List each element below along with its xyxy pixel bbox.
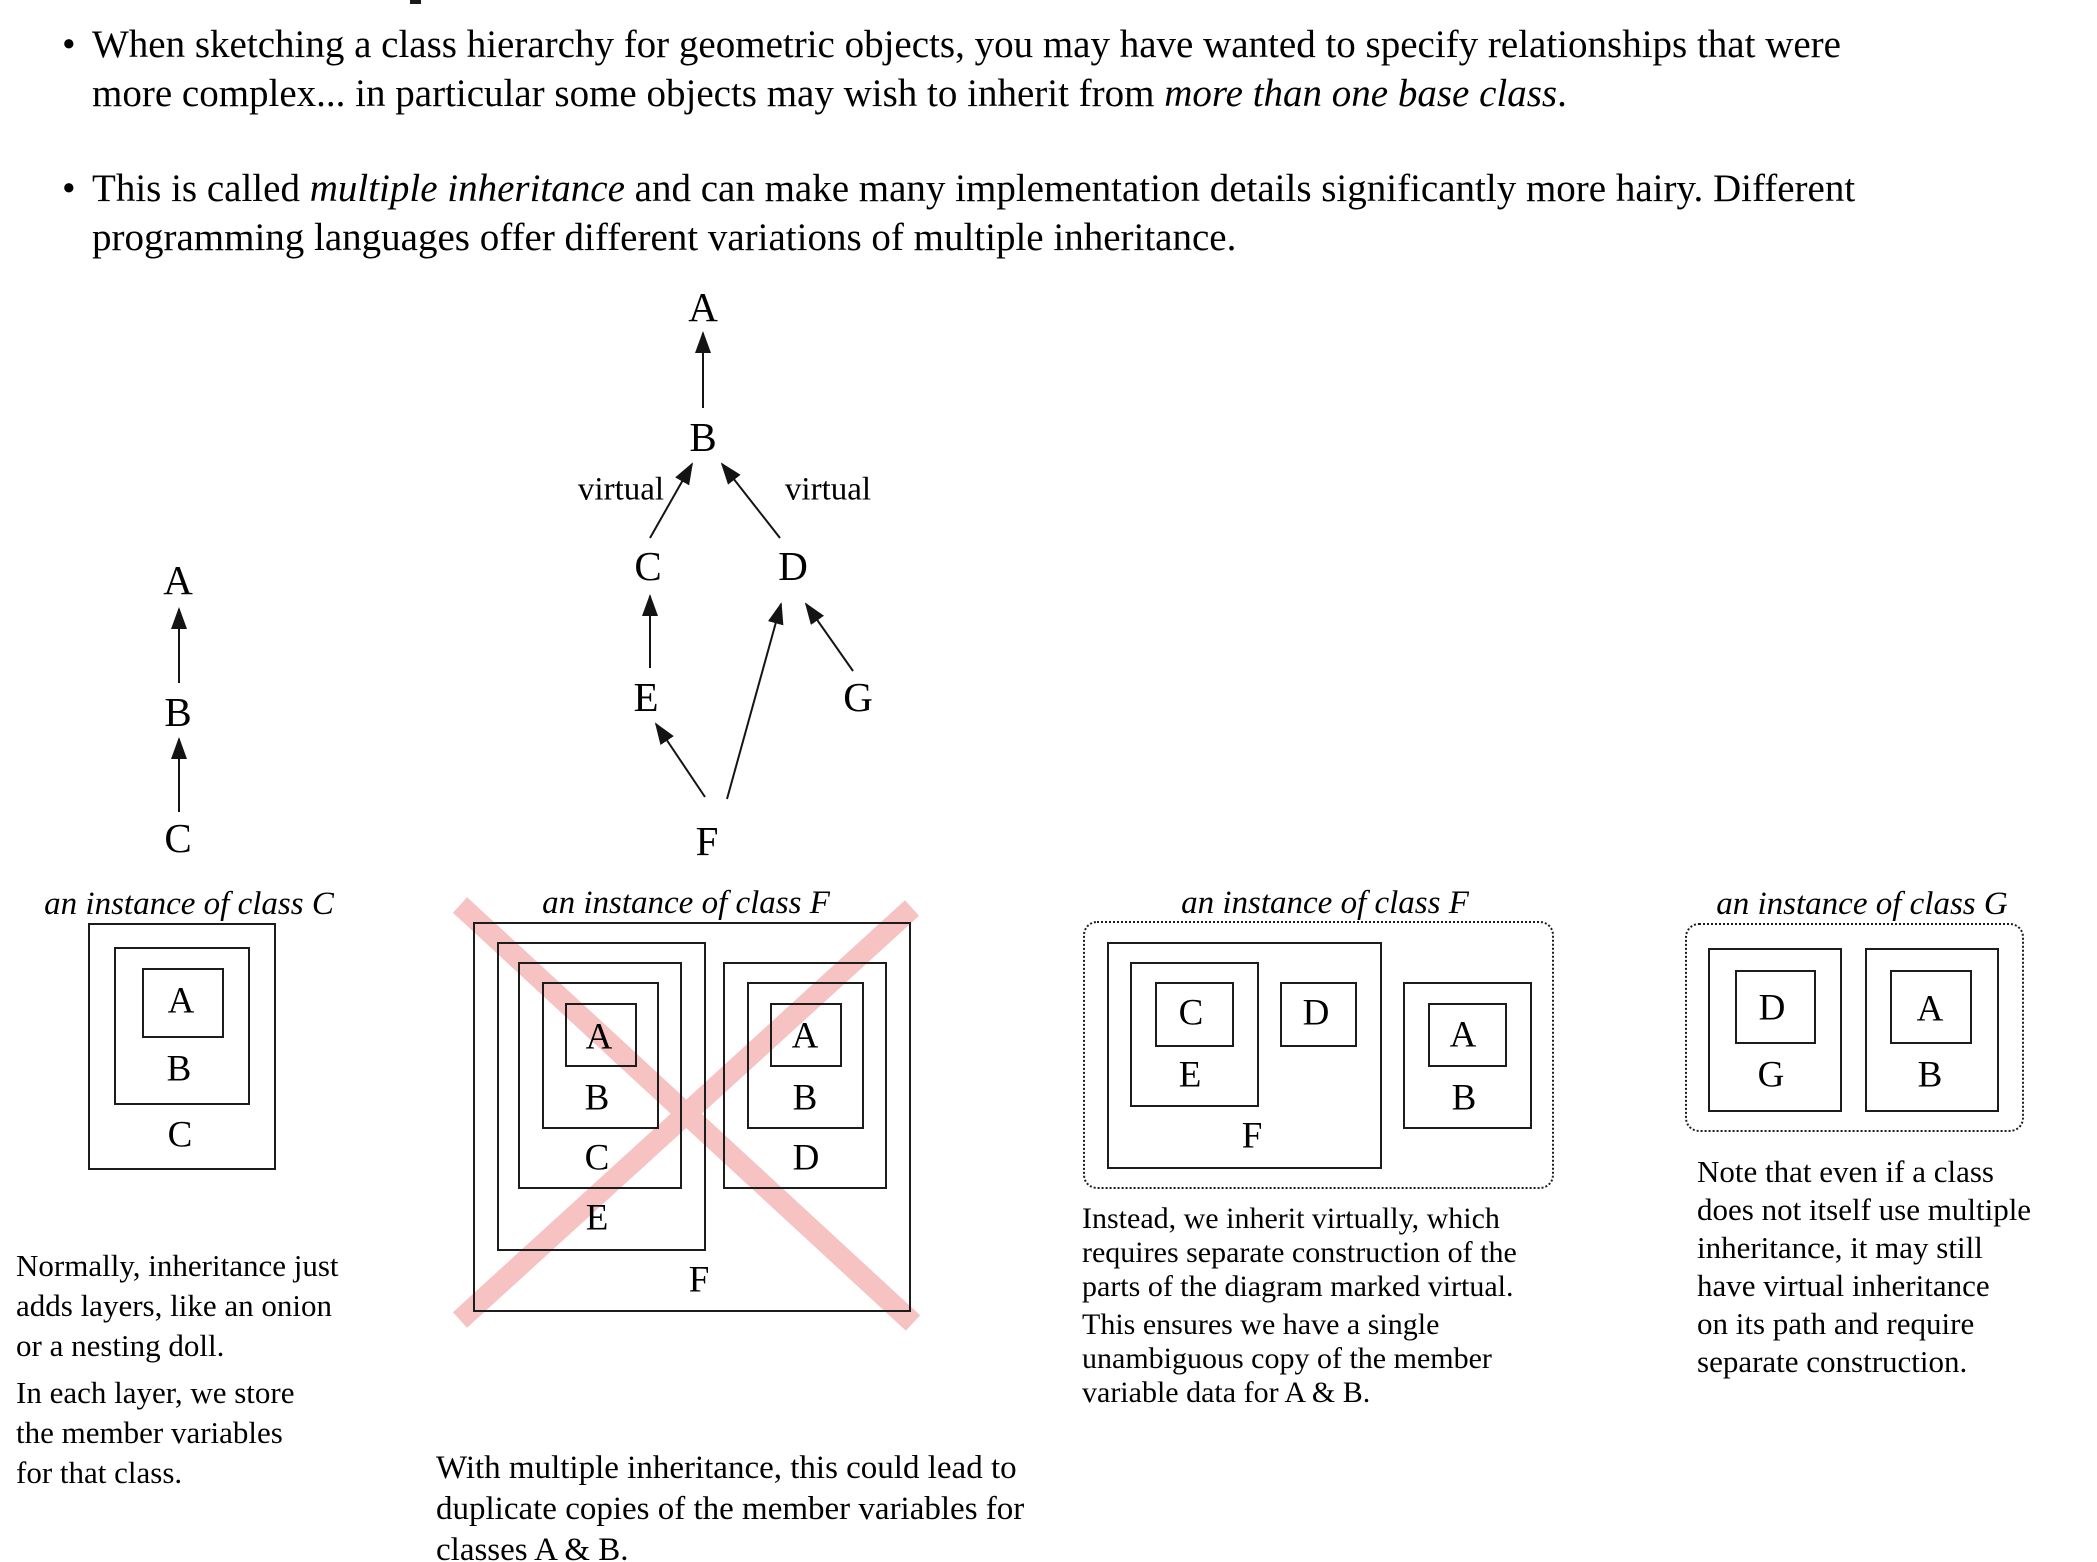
layer-label-f: F: [688, 1259, 710, 1301]
instance-f-bad-caption: an instance of class F: [542, 885, 830, 921]
instance-c-caption: an instance of class C: [44, 886, 334, 922]
layer-label-c: C: [1178, 992, 1204, 1034]
virtual-edge-label: virtual: [784, 471, 872, 508]
bullet-2-italic: multiple inheritance: [309, 167, 625, 210]
instance-c-note-1: Normally, inheritance just adds layers, like an onion or a nesting doll.: [16, 1248, 339, 1363]
class-node-C-simple_chain: C: [164, 815, 192, 861]
class-node-G-virtual_diamond: G: [843, 674, 873, 720]
bullet-1-line-2: more complex... in particular some objects may wish to inherit from: [92, 72, 1165, 115]
bullet-2-text: [92, 164, 1855, 262]
layer-label-a1: A: [585, 1016, 613, 1058]
layer-label-b2: B: [792, 1077, 818, 1119]
layer-label-c: C: [584, 1137, 610, 1179]
instance-c-note-2: In each layer, we store the member variables for that class.: [16, 1375, 295, 1490]
instance-f-good-note-1: Instead, we inherit virtually, which requires separate construction of the parts of the diagram marked virtual.: [1082, 1202, 1517, 1303]
bullet-item-2: [62, 164, 2072, 262]
class-node-E-virtual_diamond: E: [633, 674, 659, 720]
bullet-1-period: .: [1557, 72, 1567, 115]
instance-g-note: Note that even if a class does not itself use multiple inheritance, it may still have virtual inheritance on its path and require separate construction.: [1697, 1154, 2032, 1379]
layer-label-a2: A: [791, 1015, 819, 1057]
bullet-2-line-1b: and can make many implementation details significantly more hairy. Different: [624, 167, 1856, 210]
inheritance-arrow-D-to-B: [722, 464, 780, 538]
class-node-D-virtual_diamond: D: [778, 543, 808, 589]
bullet-1-text: [92, 20, 1841, 118]
class-node-B-virtual_diamond: B: [689, 414, 717, 460]
class-node-F-virtual_diamond: F: [695, 818, 719, 864]
layer-label-b1: B: [584, 1077, 610, 1119]
layer-label-a: A: [167, 980, 195, 1022]
instance-g-caption: an instance of class G: [1716, 886, 2008, 922]
layer-label-a: A: [1449, 1014, 1477, 1056]
layer-label-d: D: [1302, 992, 1330, 1034]
layer-label-b: B: [1451, 1077, 1477, 1119]
layer-label-b: B: [166, 1048, 192, 1090]
bullet-icon: •: [62, 23, 76, 66]
class-node-B-simple_chain: B: [164, 689, 192, 735]
class-node-C-virtual_diamond: C: [634, 543, 662, 589]
clipped-title-fragment: [410, 0, 421, 4]
class-node-A-virtual_diamond: A: [688, 284, 718, 330]
layer-label-e: E: [585, 1197, 609, 1239]
virtual-edge-label: virtual: [577, 471, 665, 508]
bullet-2-line-1: This is called: [92, 167, 310, 210]
inheritance-arrow-F-to-E: [656, 724, 705, 797]
inheritance-arrow-F-to-D: [727, 604, 781, 799]
layer-label-g: G: [1757, 1054, 1785, 1096]
class-node-A-simple_chain: A: [163, 557, 193, 603]
layer-label-e: E: [1178, 1054, 1202, 1096]
layer-label-b: B: [1917, 1054, 1943, 1096]
inheritance-arrow-G-to-D: [806, 604, 853, 671]
layer-label-d: D: [792, 1137, 820, 1179]
layer-label-c: C: [167, 1114, 193, 1156]
bullet-1-italic: more than one base class: [1164, 72, 1558, 115]
layer-label-d: D: [1758, 987, 1786, 1029]
instance-f-bad-note: With multiple inheritance, this could lead to duplicate copies of the member variables for classes A & B.: [436, 1450, 1025, 1562]
bullet-1-line-1: When sketching a class hierarchy for geometric objects, you may have wanted to specify relationships that were: [92, 23, 1841, 66]
instance-f-good-note-2: This ensures we have a single unambiguous copy of the member variable data for A & B.: [1082, 1308, 1492, 1409]
bullet-item-1: [62, 20, 2072, 118]
bullet-icon: •: [62, 167, 76, 210]
bullet-2-line-2: programming languages offer different variations of multiple inheritance.: [92, 216, 1237, 259]
layer-label-f: F: [1241, 1115, 1263, 1157]
layer-label-a: A: [1916, 988, 1944, 1030]
instance-f-good-caption: an instance of class F: [1181, 885, 1469, 921]
